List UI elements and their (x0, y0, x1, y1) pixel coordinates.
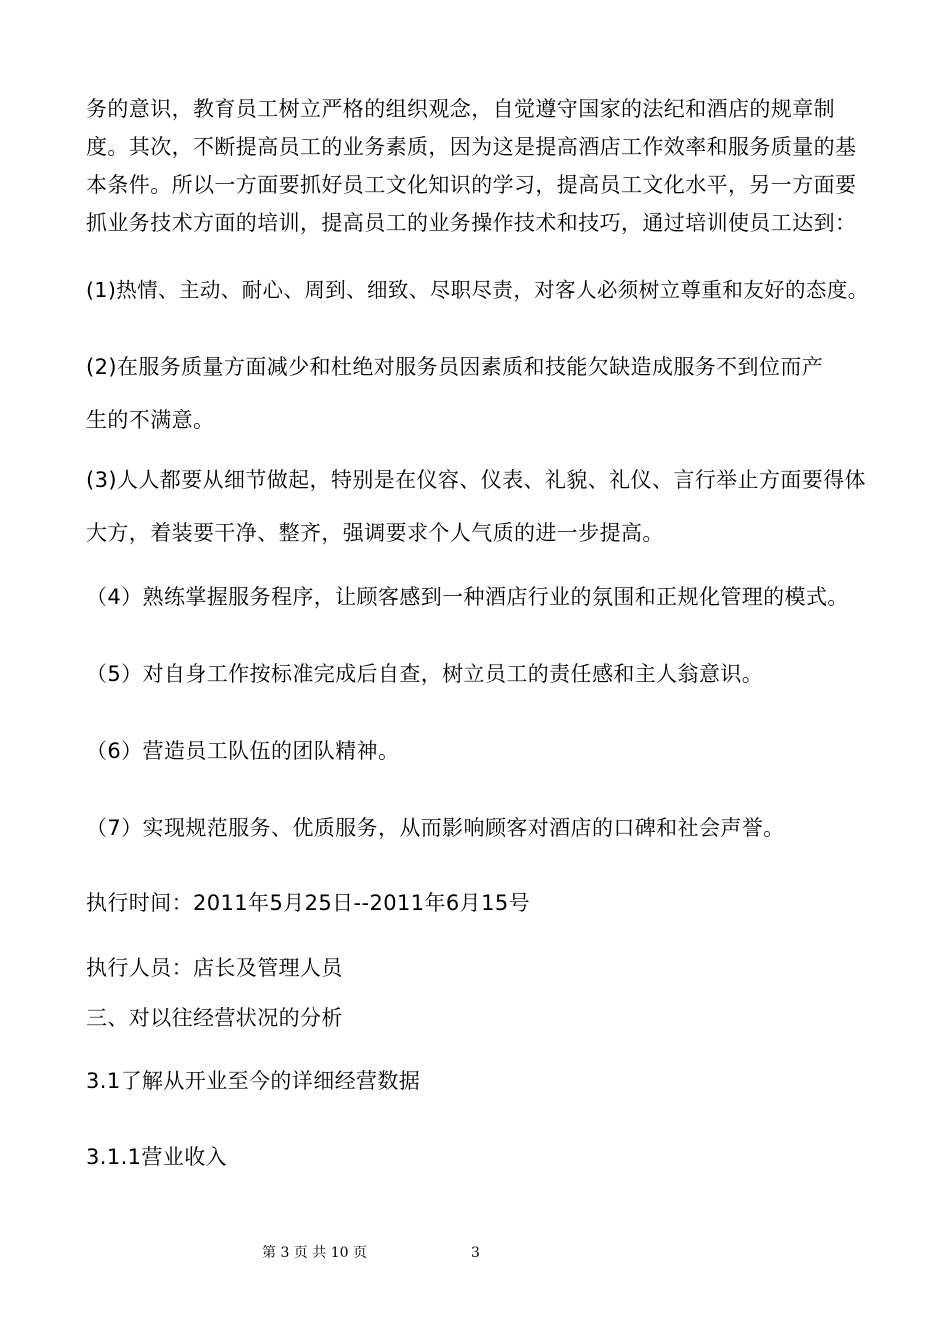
footer-page-of-total: 第 3 页 共 10 页 (262, 1245, 367, 1261)
list-item-5: （5）对自身工作按标准完成后自查，树立员工的责任感和主人翁意识。 (86, 662, 764, 686)
execution-staff: 执行人员：店长及管理人员 (86, 956, 343, 980)
list-item-3-cont: 大方，着装要干净、整齐，强调要求个人气质的进一步提高。 (86, 521, 664, 545)
list-item-2: (2)在服务质量方面减少和杜绝对服务员因素质和技能欠缺造成服务不到位而产 (86, 355, 824, 379)
paragraph-line-1: 务的意识，教育员工树立严格的组织观念，自觉遵守国家的法纪和酒店的规章制 (86, 97, 835, 121)
paragraph-line-4: 抓业务技术方面的培训，提高员工的业务操作技术和技巧，通过培训使员工达到： (86, 211, 857, 235)
list-item-7: （7）实现规范服务、优质服务，从而影响顾客对酒店的口碑和社会声誉。 (86, 816, 785, 840)
paragraph-line-3: 本条件。所以一方面要抓好员工文化知识的学习，提高员工文化水平，另一方面要 (86, 173, 857, 197)
list-item-3: (3)人人都要从细节做起，特别是在仪容、仪表、礼貌、礼仪、言行举止方面要得体 (86, 468, 866, 492)
list-item-6: （6）营造员工队伍的团队精神。 (86, 739, 400, 763)
list-item-2-cont: 生的不满意。 (86, 408, 215, 432)
paragraph-line-2: 度。其次，不断提高员工的业务素质，因为这是提高酒店工作效率和服务质量的基 (86, 135, 857, 159)
subsection-heading: 3.1了解从开业至今的详细经营数据 (86, 1069, 421, 1093)
list-item-4: （4）熟练掌握服务程序，让顾客感到一种酒店行业的氛围和正规化管理的模式。 (86, 585, 849, 609)
subsubsection-heading: 3.1.1营业收入 (86, 1145, 228, 1169)
footer-page-number: 3 (471, 1245, 480, 1261)
list-item-1: (1)热情、主动、耐心、周到、细致、尽职尽责，对客人必须树立尊重和友好的态度。 (86, 278, 869, 302)
section-heading: 三、对以往经营状况的分析 (86, 1006, 343, 1030)
execution-time: 执行时间：2011年5月25日--2011年6月15号 (86, 891, 531, 915)
